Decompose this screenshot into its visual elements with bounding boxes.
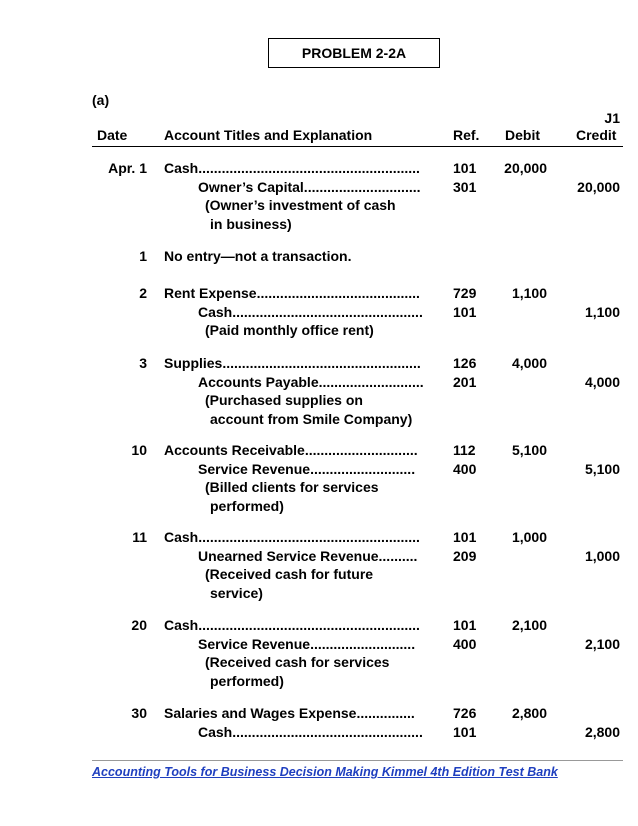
- entry-line-text: Rent Expense..........................................: [164, 285, 420, 301]
- entry-line-text: Salaries and Wages Expense...............: [164, 705, 415, 721]
- entry-credit: 1,100: [584, 303, 620, 320]
- entry-date: 20: [131, 617, 147, 633]
- entry-ref: 101: [453, 303, 477, 320]
- entry-line-text: (Billed clients for services: [205, 479, 379, 496]
- entry-ref: 209: [453, 547, 477, 564]
- journal-ref: J1: [604, 110, 620, 126]
- entry-line-text: Cash.................................................: [198, 303, 423, 320]
- entry-ref: 201: [453, 373, 477, 390]
- entry-date: 2: [139, 285, 147, 301]
- entry-line-text: in business): [210, 216, 292, 233]
- entry-line-text: Cash.................................................: [198, 723, 423, 740]
- header-date: Date: [97, 127, 128, 143]
- footer-rule: [92, 760, 623, 761]
- entry-line-text: No entry—not a transaction.: [164, 248, 352, 264]
- entry-date: 10: [131, 442, 147, 458]
- header-rule: [92, 146, 623, 147]
- entry-date: Apr. 1: [108, 160, 147, 176]
- entry-ref: 400: [453, 460, 477, 477]
- entry-debit: 1,000: [511, 529, 547, 545]
- entry-line-text: (Received cash for future: [205, 566, 374, 583]
- header-ref: Ref.: [453, 127, 480, 143]
- entry-line-text: Cash.........................................................: [164, 617, 420, 633]
- problem-title: PROBLEM 2-2A: [268, 38, 440, 68]
- entry-debit: 2,100: [511, 617, 547, 633]
- entry-line-text: Accounts Payable...........................: [198, 373, 424, 390]
- entry-credit: 4,000: [584, 373, 620, 390]
- entry-credit: 2,100: [584, 635, 620, 652]
- entry-date: 11: [132, 529, 147, 545]
- entry-ref: 101: [453, 723, 477, 740]
- entry-ref: 112: [453, 442, 476, 458]
- entry-line-text: Cash.........................................................: [164, 529, 420, 545]
- entry-line-text: (Owner’s investment of cash: [205, 197, 396, 214]
- entry-credit: 1,000: [584, 547, 620, 564]
- entry-line-text: (Paid monthly office rent): [205, 322, 374, 339]
- entry-ref: 729: [453, 285, 477, 301]
- entry-line-text: Owner’s Capital..............................: [198, 178, 421, 195]
- entry-ref: 726: [453, 705, 477, 721]
- footer-link[interactable]: Accounting Tools for Business Decision Making Kimmel 4th Edition Test Bank: [92, 765, 558, 779]
- entry-line-text: Supplies...................................................: [164, 355, 421, 371]
- entry-debit: 4,000: [511, 355, 547, 371]
- entry-line-text: (Purchased supplies on: [205, 392, 363, 409]
- entry-date: 3: [139, 355, 147, 371]
- entry-debit: 20,000: [504, 160, 547, 176]
- header-credit: Credit: [576, 127, 617, 143]
- entry-line-text: service): [210, 585, 263, 602]
- entry-debit: 2,800: [511, 705, 547, 721]
- entry-debit: 1,100: [511, 285, 547, 301]
- entry-line-text: Unearned Service Revenue..........: [198, 547, 418, 564]
- entry-ref: 101: [453, 529, 477, 545]
- entry-line-text: Cash.........................................................: [164, 160, 420, 176]
- entry-debit: 5,100: [511, 442, 547, 458]
- entry-line-text: performed): [210, 673, 284, 690]
- entry-line-text: performed): [210, 498, 284, 515]
- entry-line-text: (Received cash for services: [205, 654, 390, 671]
- entry-credit: 5,100: [584, 460, 620, 477]
- entry-date: 30: [131, 705, 147, 721]
- entry-ref: 101: [453, 617, 477, 633]
- entry-ref: 101: [453, 160, 477, 176]
- entry-line-text: Accounts Receivable.............................: [164, 442, 418, 458]
- entry-line-text: Service Revenue...........................: [198, 460, 416, 477]
- entry-credit: 20,000: [577, 178, 620, 195]
- entry-date: 1: [139, 248, 147, 264]
- header-debit: Debit: [505, 127, 540, 143]
- entry-ref: 301: [453, 178, 477, 195]
- entry-line-text: Service Revenue...........................: [198, 635, 416, 652]
- entry-ref: 126: [453, 355, 477, 371]
- entry-line-text: account from Smile Company): [210, 411, 413, 428]
- part-label: (a): [92, 92, 110, 108]
- entry-credit: 2,800: [584, 723, 620, 740]
- header-account: Account Titles and Explanation: [164, 127, 373, 143]
- entry-ref: 400: [453, 635, 477, 652]
